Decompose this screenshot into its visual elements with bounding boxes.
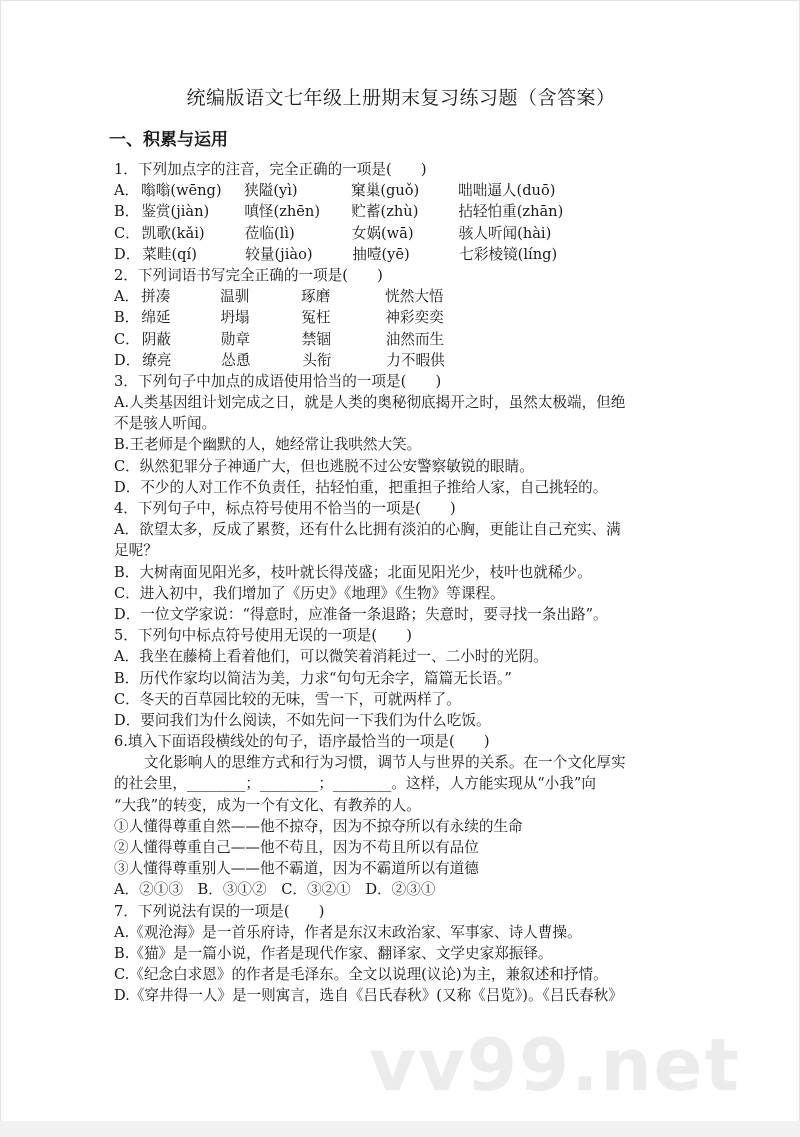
option-item: 坍塌 — [220, 309, 250, 327]
option-item: 怂恿 — [221, 351, 251, 369]
text-line: B.王老师是个幽默的人，她经常让我哄然大笑。 — [114, 436, 422, 454]
option-item: 贮蓄(zhù) — [351, 203, 419, 221]
option-label: D． — [114, 351, 141, 369]
text-line: A.《观沧海》是一首乐府诗，作者是东汉末政治家、军事家、诗人曹操。 — [114, 923, 582, 941]
option-item: 嗔怪(zhēn) — [244, 203, 321, 221]
text-line: C．进入初中，我们增加了《历史》《地理》《生物》等课程。 — [114, 584, 505, 602]
option-row — [114, 223, 694, 244]
text-line: 不是骇人听闻。 — [114, 415, 217, 433]
text-line: ①人懂得尊重自然——他不掠夺，因为不掠夺所以有永续的生命 — [114, 817, 523, 835]
option-item: 骇人听闻(hài) — [458, 224, 552, 242]
option-item: 头衔 — [302, 351, 332, 369]
option-row — [114, 201, 694, 222]
text-line: B.《猫》是一篇小说，作者是现代作家、翻译家、文学史家郑振铎。 — [114, 944, 553, 962]
option-label: C． — [114, 330, 140, 348]
text-line: 2．下列词语书写完全正确的一项是( ) — [114, 266, 383, 284]
text-line: C．冬天的百草园比较的无味，雪一下，可就两样了。 — [114, 690, 461, 708]
text-line: C．纵然犯罪分子神通广大，但也逃脱不过公安警察敏锐的眼睛。 — [114, 457, 534, 475]
option-item: 凯歌(kǎi) — [141, 224, 205, 242]
option-label: D． — [114, 245, 141, 263]
option-item: 神彩奕奕 — [385, 309, 444, 327]
option-row — [114, 307, 694, 328]
text-line: 足呢？ — [114, 542, 158, 560]
page-bottom-edge — [0, 1121, 800, 1137]
option-row — [114, 329, 694, 350]
text-line: 4．下列句子中，标点符号使用不恰当的一项是( ) — [114, 500, 456, 517]
option-item: 温驯 — [220, 288, 250, 306]
option-label: A． — [114, 182, 140, 200]
option-item: 菜畦(qí) — [142, 245, 197, 263]
text-line: A．欲望太多，反成了累赘，还有什么比拥有淡泊的心胸，更能让自己充实、满 — [114, 521, 621, 539]
text-line: 3．下列句子中加点的成语使用恰当的一项是( ) — [114, 372, 442, 390]
option-label: B． — [114, 309, 140, 327]
text-line: D．一位文学家说：“得意时，应准备一条退路；失意时，要寻找一条出路”。 — [114, 605, 608, 623]
text-line: D．要问我们为什么阅读，不如先问一下我们为什么吃饭。 — [114, 711, 491, 729]
text-line: A.人类基因组计划完成之日，就是人类的奥秘彻底揭开之时，虽然太极端，但绝 — [114, 394, 626, 412]
option-item: 窠巢(guǒ) — [351, 182, 420, 200]
text-line: 6.填入下面语段横线处的句子，语序最恰当的一项是( ) — [114, 733, 490, 751]
text-line: A．我坐在藤椅上看着他们，可以微笑着消耗过一、二小时的光阴。 — [114, 648, 548, 666]
option-label: B． — [114, 203, 140, 221]
option-row — [114, 180, 694, 201]
option-item: 油然而生 — [385, 330, 445, 348]
text-line: A．②①③ B．③①② C．③②① D．②③① — [114, 881, 436, 899]
option-item: 莅临(lì) — [244, 224, 295, 242]
option-row — [114, 286, 694, 307]
option-item: 勋章 — [220, 330, 250, 348]
document-body — [114, 159, 694, 1007]
option-item: 女娲(wā) — [351, 224, 414, 242]
option-item: 禁锢 — [301, 330, 331, 348]
option-label: A． — [114, 288, 140, 306]
option-row — [114, 244, 694, 265]
text-line: B．大树南面见阳光多，枝叶就长得茂盛；北面见阳光少，枝叶也就稀少。 — [114, 563, 592, 581]
option-item: 缭亮 — [142, 351, 172, 369]
option-item: 冤枉 — [301, 309, 331, 327]
option-item: 嗡嗡(wēng) — [141, 182, 222, 200]
text-line: 5．下列句中标点符号使用无误的一项是( ) — [114, 627, 412, 645]
document-title: 统编版语文七年级上册期末复习练习题（含答案） — [186, 87, 616, 109]
option-item: 咄咄逼人(duō) — [458, 182, 556, 200]
option-item: 抽噎(yē) — [352, 245, 410, 263]
text-line: ③人懂得尊重别人——他不霸道，因为不霸道所以有道德 — [114, 860, 479, 878]
option-item: 狭隘(yì) — [244, 182, 298, 200]
option-item: 鉴赏(jiàn) — [141, 203, 210, 221]
text-line: C.《纪念白求恩》的作者是毛泽东。全文以说理(议论)为主，兼叙述和抒情。 — [114, 966, 608, 984]
option-row — [114, 350, 694, 371]
text-line: D.《穿井得一人》是一则寓言，选自《吕氏春秋》(又称《吕览》)。《吕氏春秋》 — [114, 987, 623, 1005]
text-line: “大我”的转变，成为一个有文化、有教养的人。 — [114, 796, 421, 814]
text-line: B．历代作家均以简洁为美，力求“句句无余字，篇篇无长语。” — [114, 669, 512, 687]
watermark: vv99.net — [369, 1023, 741, 1107]
option-label: C． — [114, 224, 140, 242]
text-line: ②人懂得尊重自己——他不苟且，因为不苟且所以有品位 — [114, 839, 479, 856]
option-item: 拼凑 — [141, 288, 171, 306]
option-item: 拈轻怕重(zhān) — [458, 203, 564, 221]
section-heading: 一、积累与运用 — [109, 130, 228, 150]
text-line: 文化影响人的思维方式和行为习惯，调节人与世界的关系。在一个文化厚实 — [144, 754, 626, 772]
option-item: 七彩棱镜(líng) — [459, 245, 558, 263]
option-item: 较量(jiào) — [245, 245, 313, 263]
option-item: 力不暇供 — [386, 351, 445, 369]
text-line: D．不少的人对工作不负责任，拈轻怕重，把重担子推给人家，自己挑轻的。 — [114, 478, 608, 496]
option-item: 恍然大悟 — [385, 288, 444, 306]
option-item: 绵延 — [141, 309, 171, 327]
text-line: 的社会里，________；________；________。这样，人方能实现从“小我”向 — [114, 775, 596, 793]
text-line: 1．下列加点字的注音，完全正确的一项是( ) — [114, 161, 427, 178]
text-line: 7．下列说法有误的一项是( ) — [114, 902, 325, 920]
option-item: 阴蔽 — [141, 330, 171, 348]
option-item: 琢磨 — [301, 288, 331, 306]
